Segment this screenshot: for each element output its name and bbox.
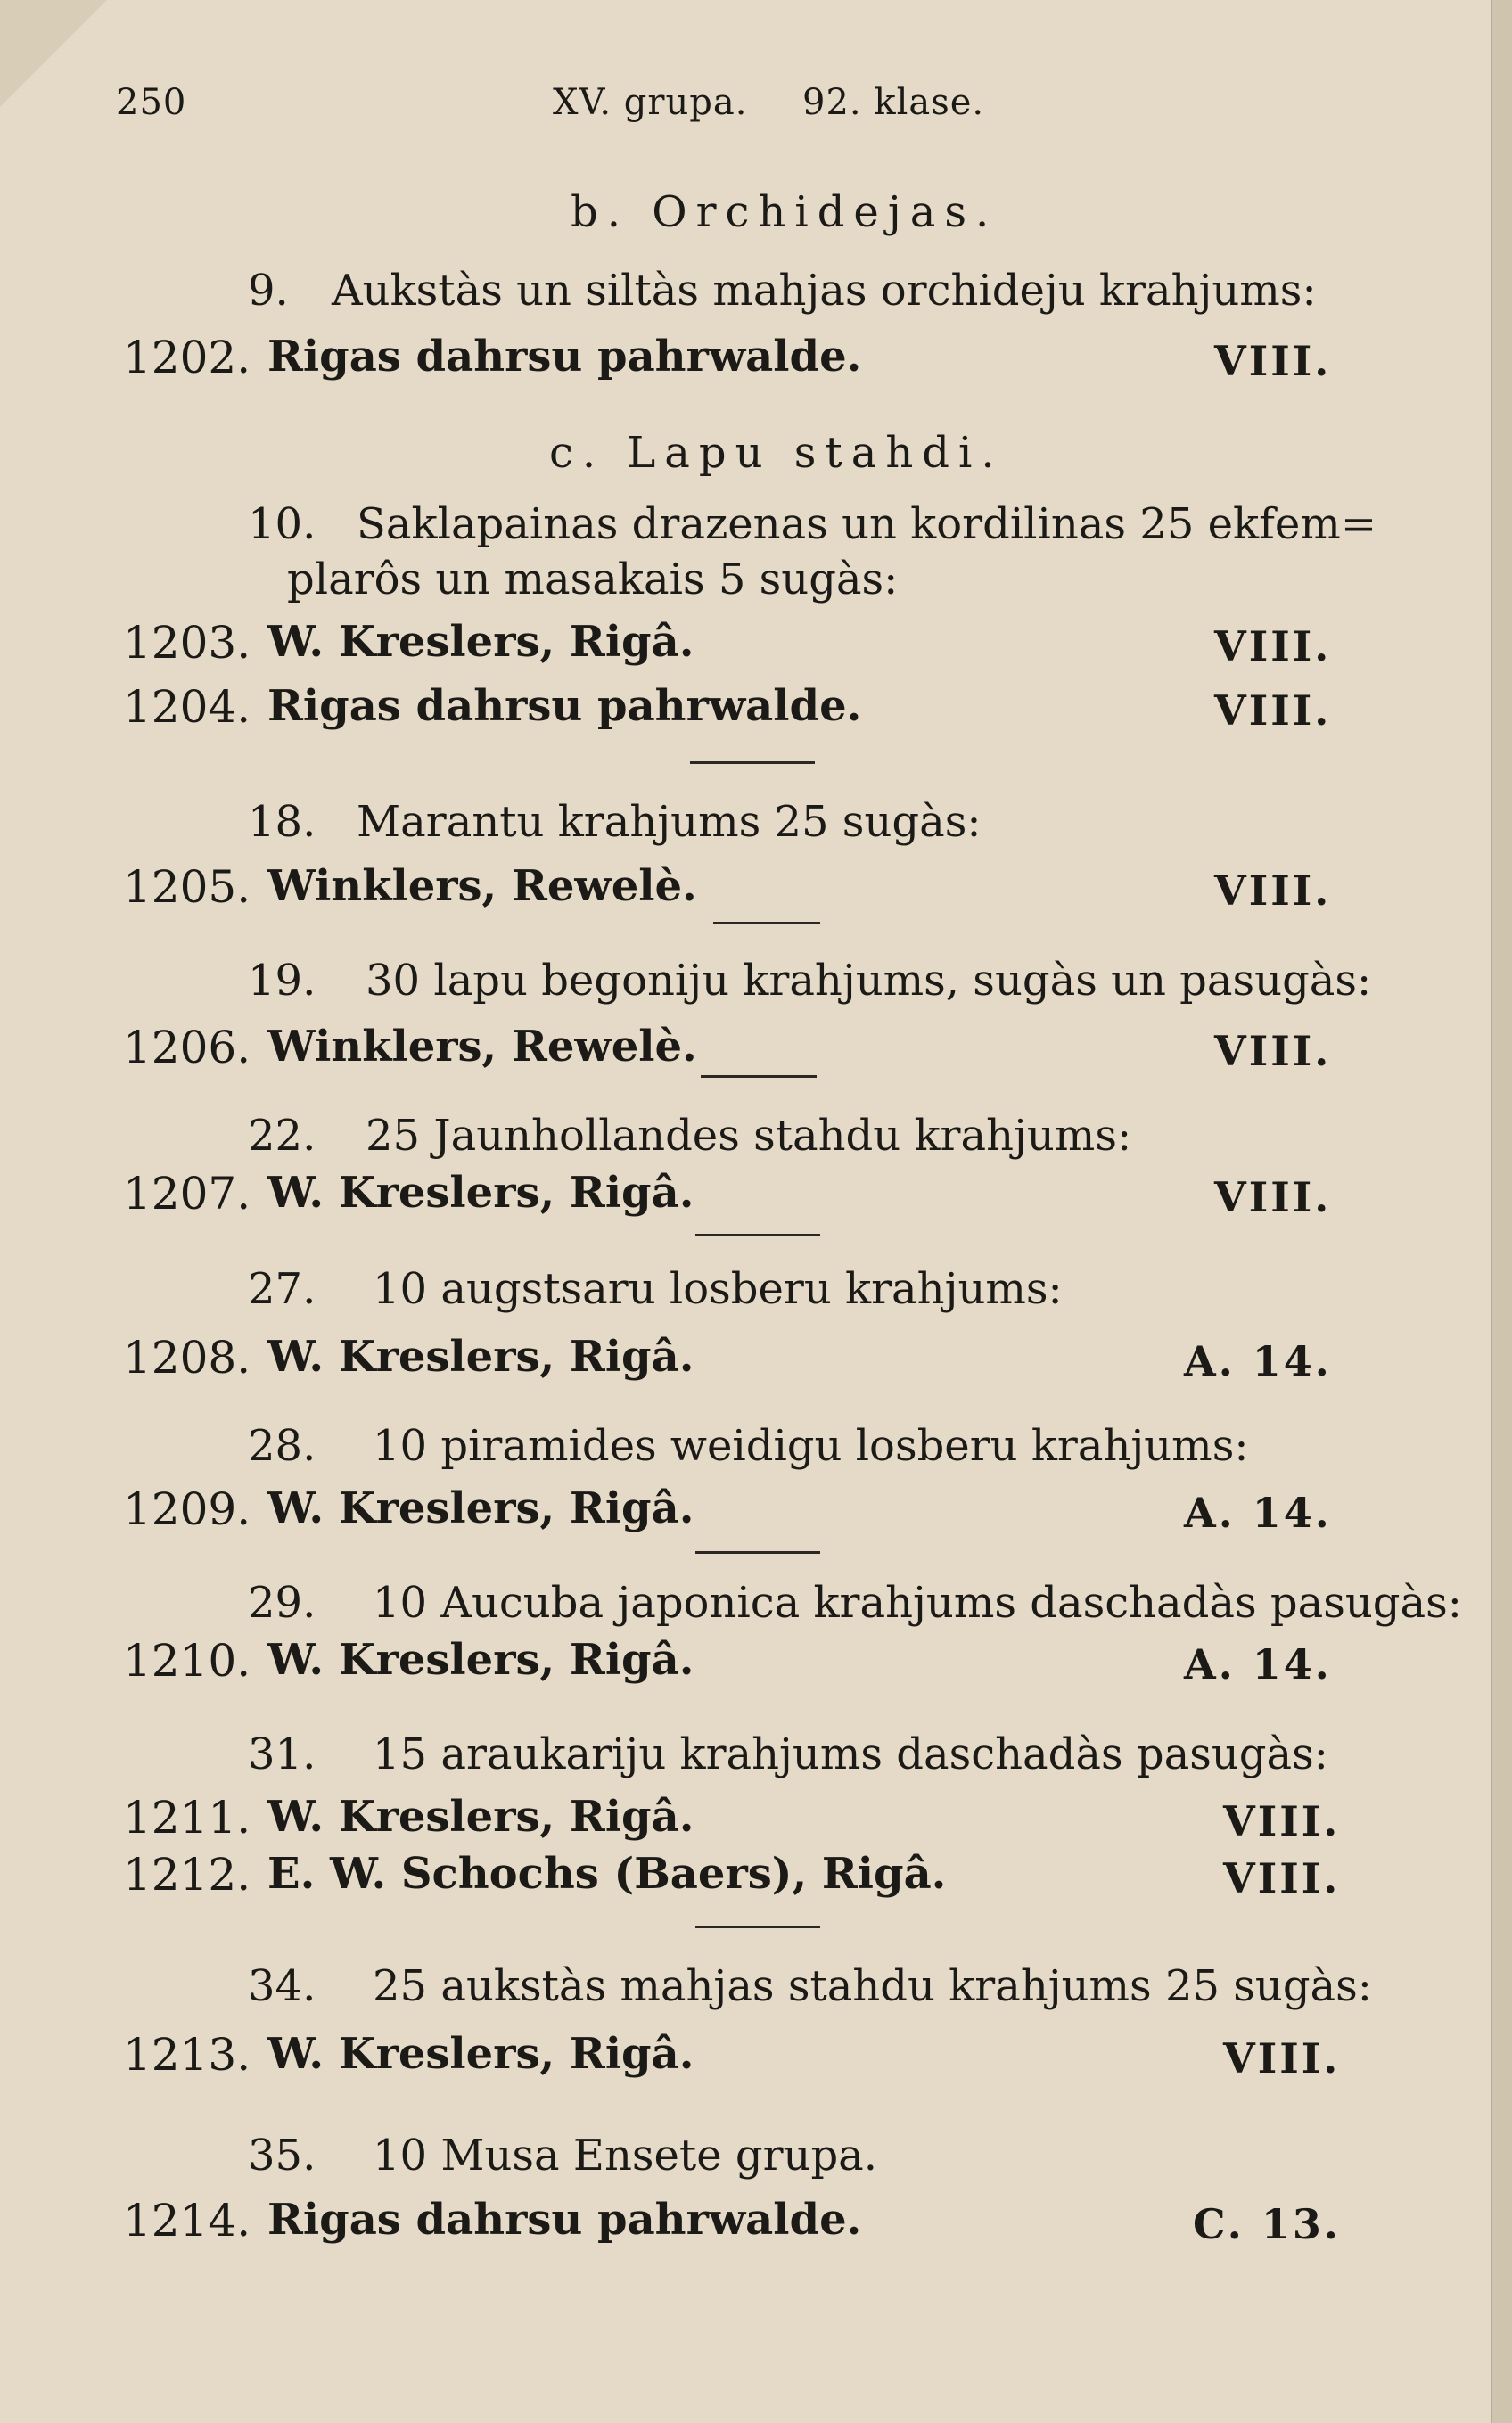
award-mark: VIII. — [1214, 1173, 1332, 1221]
entry-number: 1212. — [123, 1849, 251, 1901]
entry-number: 1213. — [123, 2029, 251, 2081]
class-heading: 92. klase. — [802, 82, 985, 123]
entry-number: 1204. — [123, 681, 251, 733]
entry-number: 1211. — [123, 1792, 251, 1844]
category-number: 31. — [248, 1729, 316, 1779]
category-title: Saklapainas drazenas un kordilinas 25 ekfem= — [357, 499, 1377, 549]
category-title: Marantu krahjums 25 sugàs: — [357, 797, 982, 847]
exhibitor: W. Kreslers, Rigâ. — [267, 617, 694, 667]
category-title: 10 Musa Ensete grupa. — [373, 2131, 878, 2181]
award-mark: VIII. — [1223, 1797, 1341, 1845]
entry-number: 1205. — [123, 861, 251, 913]
award-mark: VIII. — [1223, 1854, 1341, 1902]
section-heading-leaf-plants: c. Lapu stahdi. — [549, 428, 1004, 478]
category-title: 10 piramides weidigu losberu krahjums: — [373, 1421, 1249, 1471]
page-number: 250 — [116, 82, 187, 123]
award-mark: VIII. — [1214, 686, 1332, 735]
entry-number: 1207. — [123, 1168, 251, 1220]
category-title-continued: plarôs un masakais 5 sugàs: — [287, 554, 899, 604]
exhibitor: W. Kreslers, Rigâ. — [267, 1168, 694, 1218]
category-number: 34. — [248, 1961, 316, 2011]
separator-rule — [701, 1075, 817, 1078]
category-title: Aukstàs un siltàs mahjas orchideju krahjums: — [332, 266, 1317, 316]
award-mark: A. 14. — [1184, 1489, 1332, 1537]
separator-rule — [695, 1926, 820, 1928]
category-number: 9. — [248, 266, 289, 316]
entry-number: 1214. — [123, 2195, 251, 2246]
page-corner — [0, 0, 107, 107]
category-number: 29. — [248, 1578, 316, 1628]
exhibitor: Winklers, Rewelè. — [267, 861, 697, 911]
category-number: 22. — [248, 1111, 316, 1161]
category-title: 10 Aucuba japonica krahjums daschadàs pasugàs: — [373, 1578, 1462, 1628]
award-mark: A. 14. — [1184, 1640, 1332, 1688]
exhibitor: W. Kreslers, Rigâ. — [267, 1635, 694, 1685]
exhibitor: Rigas dahrsu pahrwalde. — [267, 681, 862, 731]
exhibitor: W. Kreslers, Rigâ. — [267, 2029, 694, 2079]
separator-rule — [713, 922, 820, 924]
entry-number: 1202. — [123, 332, 251, 383]
category-title: 25 aukstàs mahjas stahdu krahjums 25 sugàs: — [373, 1961, 1372, 2011]
group-heading: XV. grupa. — [553, 82, 748, 123]
category-number: 18. — [248, 797, 316, 847]
award-mark: C. 13. — [1193, 2200, 1341, 2248]
section-heading-orchids: b. Orchidejas. — [571, 187, 998, 237]
category-number: 10. — [248, 499, 316, 549]
category-number: 27. — [248, 1264, 316, 1314]
entry-number: 1208. — [123, 1332, 251, 1384]
category-title: 10 augstsaru losberu krahjums: — [373, 1264, 1063, 1314]
award-mark: A. 14. — [1184, 1337, 1332, 1385]
exhibitor: Rigas dahrsu pahrwalde. — [267, 332, 862, 382]
category-title: 25 Jaunhollandes stahdu krahjums: — [366, 1111, 1132, 1161]
category-title: 30 lapu begoniju krahjums, sugàs un pasugàs: — [366, 956, 1372, 1006]
award-mark: VIII. — [1214, 622, 1332, 670]
category-number: 28. — [248, 1421, 316, 1471]
entry-number: 1206. — [123, 1022, 251, 1073]
entry-number: 1210. — [123, 1635, 251, 1687]
separator-rule — [695, 1551, 820, 1554]
exhibitor: Winklers, Rewelè. — [267, 1022, 697, 1072]
award-mark: VIII. — [1214, 1027, 1332, 1075]
award-mark: VIII. — [1223, 2034, 1341, 2082]
entry-number: 1203. — [123, 617, 251, 669]
exhibitor: W. Kreslers, Rigâ. — [267, 1483, 694, 1533]
exhibitor: W. Kreslers, Rigâ. — [267, 1792, 694, 1842]
award-mark: VIII. — [1214, 867, 1332, 915]
page-edge — [1491, 0, 1512, 2423]
separator-rule — [690, 761, 815, 764]
award-mark: VIII. — [1214, 337, 1332, 385]
exhibitor: E. W. Schochs (Baers), Rigâ. — [267, 1849, 947, 1899]
exhibitor: Rigas dahrsu pahrwalde. — [267, 2195, 862, 2245]
category-title: 15 araukariju krahjums daschadàs pasugàs: — [373, 1729, 1328, 1779]
category-number: 19. — [248, 956, 316, 1006]
exhibitor: W. Kreslers, Rigâ. — [267, 1332, 694, 1382]
entry-number: 1209. — [123, 1483, 251, 1535]
category-number: 35. — [248, 2131, 316, 2181]
separator-rule — [695, 1234, 820, 1236]
